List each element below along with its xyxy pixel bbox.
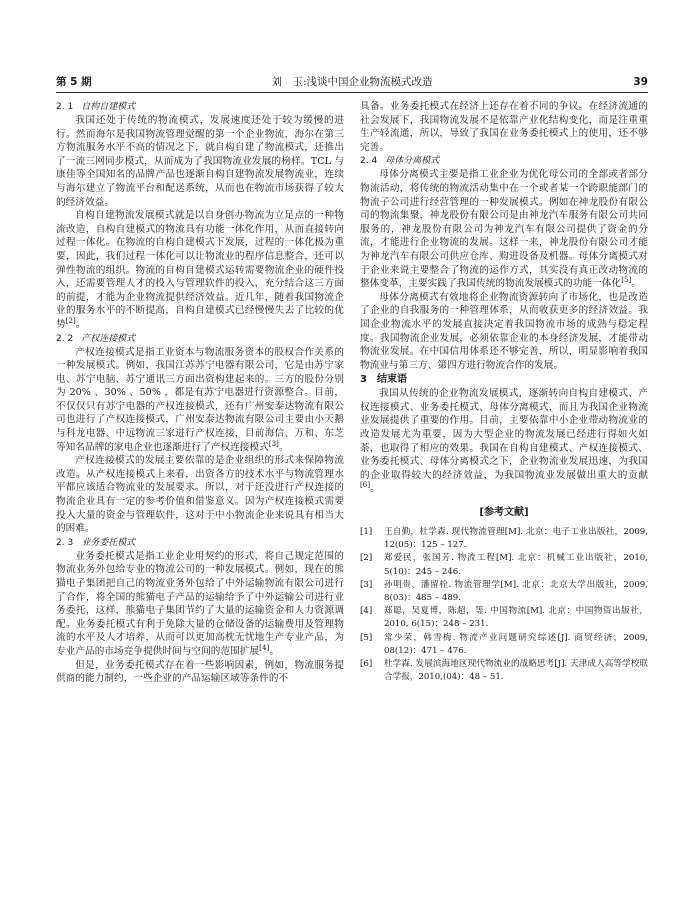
section-heading: 2. 2 产权连接模式 bbox=[56, 333, 136, 344]
reference-item: [2] 郑爱民，张国芳. 物流工程[M]. 北京：机械工业出版社，2010, 5(10)：245 – 246. bbox=[360, 553, 648, 577]
right-column bbox=[360, 100, 648, 684]
paragraph: 但是，业务委托模式存在着一些影响因素，例如，物流服务提供商的能力制约，一些企业的产品运输区域等条件的不 bbox=[56, 659, 344, 685]
header-rule bbox=[56, 92, 648, 93]
reference-item: [3] 孙明贵，潘留栓. 物流管理学[M]. 北京：北京大学出版社，2009, 8(03)：485 – 489. bbox=[360, 579, 648, 604]
section-heading: 2. 3 业务委托模式 bbox=[56, 537, 136, 548]
references-heading: [参考文献] bbox=[479, 507, 529, 519]
paragraph: 自构自建物流发展模式就是以自身创办物流为立足点的一种物流改造，自构自建模式的物流具有功能一体化作用，从而直接转向过程一体化。在物流的自构自建模式下发展，过程的一体化极为重要，因此，我们过程一体化可以让物流业的程序信息整合，还可以弹性物流的组织。物流的自构自建模式运转需要物流企业的硬件投入，还需要管理人才的投入与管理软件的投入，充分结合这三方面的前提，才能为企业物流提供经济效益。近几年，随着我国物流企业的服务水平的不断提高，自构自建模式已经慢慢失去了比较的优势[2]。 bbox=[56, 210, 344, 330]
issue-number: 第 5 期 bbox=[56, 76, 92, 88]
citation: [3] bbox=[268, 439, 279, 448]
reference-item: [5] 常少荣，韩雪梅. 物流产业问题研究综述[J]. 商贸经济，2009, 08(12)：471 – 476. bbox=[360, 632, 648, 656]
paragraph: 业务委托模式是指工业企业用契约的形式，将自己规定范围的物流业务外包给专业的物流公司的一种发展模式。例如，现在的熊猫电子集团把自己的物流业务外包给了中外运输物流有限公司进行了合作，将全国的熊猫电子产品的运输给予了中外运输公司进行业务委托，这样，熊猫电子集团节约了大量的运输资金和人力资源调配。业务委托模式有利于免除大量的仓储设备的运输费用及管理物流的水平及人才培养，从而可以更加高枕无忧地生产专业产品，为专业产品的市场竞争提供时间与空间的范围扩展[4]。 bbox=[56, 550, 344, 657]
paragraph: 我国还处于传统的物流模式，发展速度还处于较为缓慢的进行。然而海尔是我国物流管理觉醒的第一个企业物流，海尔在第三方物流服务水平不高的情况之下，就自构自建了物流模式，还推出了一流三网同步模式，从而成为了我国物流业发展的榜样。TCL 与康佳等全国知名的品牌产品也逐渐自构自建物流发展物流业，连续与海尔建立了物流平台和配送系统，从而也在物流市场获得了较大的经济效益。 bbox=[56, 115, 344, 208]
reference-list bbox=[360, 526, 648, 684]
citation: [4] bbox=[259, 643, 270, 652]
reference-item: [6] 杜学森. 发展滨海地区现代物流业的战略思考[J]. 天津成人高等学校联合学报，2010,(04)：48 – 51. bbox=[360, 659, 648, 683]
running-header bbox=[56, 74, 648, 90]
running-title: 刘 玉:浅谈中国企业物流模式改造 bbox=[271, 76, 433, 88]
paragraph: 产权连接模式的发展主要依靠的是企业组织的形式来保障物流改造。从产权连接模式上来看，出资各方的技术水平与物流管理水平都应该适合物流业的发展要求。所以，对于还没进行产权连接的物流企业具有一定的参考价值和借鉴意义。因为产权连接模式需要投入大量的资金与管理软件，这对于中小物流企业来说具有相当大的困难。 bbox=[56, 455, 344, 535]
page-number: 39 bbox=[633, 76, 648, 88]
citation: [6] bbox=[360, 481, 371, 490]
section-heading: 2. 4 母体分离模式 bbox=[360, 156, 440, 167]
paragraph: 我国从传统的企业物流发展模式，逐渐转向自构自建模式、产权连接模式、业务委托模式、母体分离模式，而且为我国企业物流业发展提供了重要的作用。目前，主要依靠中小企业带动物流业的改造发展尤为重要，因为大型企业的物流发展已经进行得如火如荼，也取得了相应的效果。我国在自构自建模式、产权连接模式、业务委托模式、母体分离模式之下，企业物流业发展迅速，为我国的企业取得较大的经济效益，为我国物流业发展做出重大的贡献[6]。 bbox=[360, 388, 648, 495]
citation: [2] bbox=[65, 316, 76, 325]
section-heading: 2. 1 自构自建模式 bbox=[56, 102, 136, 112]
reference-item: [1] 王自勤，杜学森. 现代物流管理[M]. 北京：电子工业出版社，2009, 12(05)：125 – 127. bbox=[360, 527, 648, 551]
paragraph: 产权连接模式是指工业资本与物流服务资本的股权合作关系的一种发展模式。例如，我国江苏苏宁电器有限公司，它是由苏宁家电、苏宁电脑、苏宁通讯三方面出资构建起来的。三方的股份分别为 20% 、30% 、50% ，都是有苏宁电器进行资源整合。目前，不仅仅只有苏宁电器的产权连接模式，还有广州安泰达物流有限公司也进行了产权连接模式，广州安泰达物流有限公司主要由小天鹅与科龙电器、中远物流三家进行产权连接，目前海信、万和、东芝等知名品牌的家电企业也逐渐进行了产权连接模式[3]。 bbox=[56, 346, 344, 453]
section-heading-conclusion: 3 结束语 bbox=[360, 374, 407, 386]
paragraph: 母体分离模式主要是指工业企业为优化母公司的全部或者部分物流活动，将传统的物流活动集中在一个或者某一个跨职能部门的物流子公司进行经营管理的一种发展模式。例如在神龙股份有限公司的物流集聚，神龙股份有限公司是由神龙汽车服务有限公司共同服务的，神龙股份有限公司为神龙汽车有限公司提供了资金的分流，才能进行企业物流的发展。这样一来，神龙股份有限公司才能为神龙汽车有限公司供应仓库、购进设备及机器。母体分离模式对于企业来说主要整合了物流的运作方式，其实没有真正改动物流的整体变革，主要实践了我国传统的物流发展模式的功能一体化[5]。 bbox=[360, 169, 648, 290]
reference-item: [4] 郑聪，吴夏博，陈超，等. 中国物流[M]. 北京：中国物资出版社，2010, 6(15)：248 – 231. bbox=[360, 606, 648, 630]
left-column bbox=[56, 100, 344, 686]
paragraph: 具备。业务委托模式在经济上还存在着不同的争议。在经济流通的社会发展下，我国物流发展不是依靠产业化结构变化，而是注重重生产轻流通，所以，导致了我国在业务委托模式上的使用，还不够完善。 bbox=[360, 101, 648, 153]
citation: [5] bbox=[621, 275, 632, 284]
paragraph: 母体分离模式有效地将企业物流资源转向了市场化，也是改造了企业的自我服务的一种管理体系，从而收获更多的经济效益。我国企业物流水平的发展直接决定着我国物流市场的成熟与稳定程度。我国物流企业发展，必须依靠企业的本身经济发展，才能带动物流业发展。在中国信用体系还不够完善，所以，明显影响着我国物流业与第三方、第四方进行物流合作的发展。 bbox=[360, 291, 648, 371]
